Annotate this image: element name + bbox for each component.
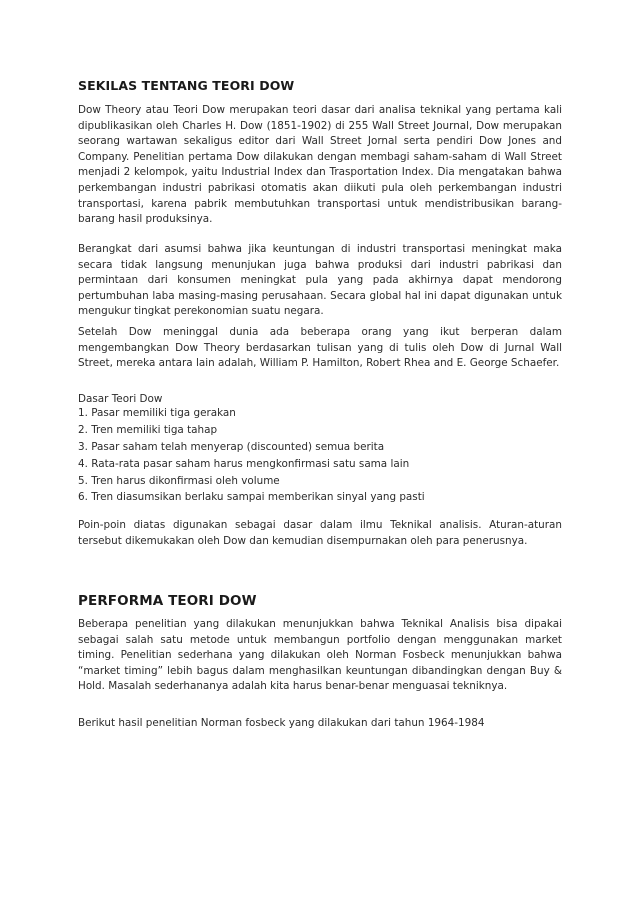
list-title-dasar-teori: Dasar Teori Dow bbox=[78, 393, 163, 405]
list-item: 5. Tren harus dikonfirmasi oleh volume bbox=[78, 474, 280, 487]
dasar-teori-list bbox=[78, 406, 562, 507]
paragraph-berikut: Berikut hasil penelitian Norman fosbeck yang dilakukan dari tahun 1964-1984 bbox=[78, 717, 485, 729]
paragraph-poin-poin: Poin-poin diatas digunakan sebagai dasar dalam ilmu Teknikal analisis. Aturan-aturan tersebut dikemukakan oleh Dow dan kemudian disempurnakan oleh para penerusnya. bbox=[78, 519, 562, 547]
paragraph-asumsi: Berangkat dari asumsi bahwa jika keuntungan di industri transportasi meningkat maka secara tidak langsung menunjukan juga bahwa produksi dari industri pabrikasi dan permintaan dari konsumen meningkat pula yang pada akhirnya dapat mendorong pertumbuhan laba masing-masing perusahaan. Secara global hal ini dapat digunakan untuk mengukur tingkat perekonomian suatu negara. bbox=[78, 243, 562, 318]
list-item: 2. Tren memiliki tiga tahap bbox=[78, 423, 218, 436]
paragraph-dow-theory-intro: Dow Theory atau Teori Dow merupakan teori dasar dari analisa teknikal yang pertama kali dipublikasikan oleh Charles H. Dow (1851-1902) di 255 Wall Street Journal, Dow merupakan seorang wartawan sekaligus editor dari Wall Street Jornal serta pendiri Dow Jones and Company. Penelitian pertama Dow dilakukan dengan membagi saham-saham di Wall Street menjadi 2 kelompok, yaitu Industrial Index dan Trasportation Index. Dia mengatakan bahwa perkembangan industri pabrikasi otomatis akan diikuti pula oleh perkembangan industri transportasi, karena pabrik membutuhkan transportasi untuk mendistribusikan barang-barang hasil produksinya. bbox=[78, 104, 562, 226]
list-item: 6. Tren diasumsikan berlaku sampai memberikan sinyal yang pasti bbox=[78, 491, 425, 504]
list-item: 1. Pasar memiliki tiga gerakan bbox=[78, 407, 236, 419]
section-title-sekilas: SEKILAS TENTANG TEORI DOW bbox=[78, 78, 295, 93]
paragraph-penelitian: Beberapa penelitian yang dilakukan menunjukkan bahwa Teknikal Analisis bisa dipakai sebagai salah satu metode untuk membangun portfolio dengan menggunakan market timing. Penelitian sederhana yang dilakukan oleh Norman Fosbeck menunjukkan bahwa “market timing” lebih bagus dalam menghasilkan keuntungan dibandingkan dengan Buy & Hold. Masalah sederhananya adalah kita harus benar-benar menguasai tekniknya. bbox=[78, 618, 562, 693]
list-item: 3. Pasar saham telah menyerap (discounted) semua berita bbox=[78, 440, 385, 453]
paragraph-setelah-dow: Setelah Dow meninggal dunia ada beberapa orang yang ikut berperan dalam mengembangkan Dow Theory berdasarkan tulisan yang di tulis oleh Dow di Jurnal Wall Street, mereka antara lain adalah, William P. Hamilton, Robert Rhea and E. George Schaefer. bbox=[78, 326, 562, 370]
section-title-performa: PERFORMA TEORI DOW bbox=[78, 593, 257, 609]
list-item: 4. Rata-rata pasar saham harus mengkonfirmasi satu sama lain bbox=[78, 457, 410, 470]
